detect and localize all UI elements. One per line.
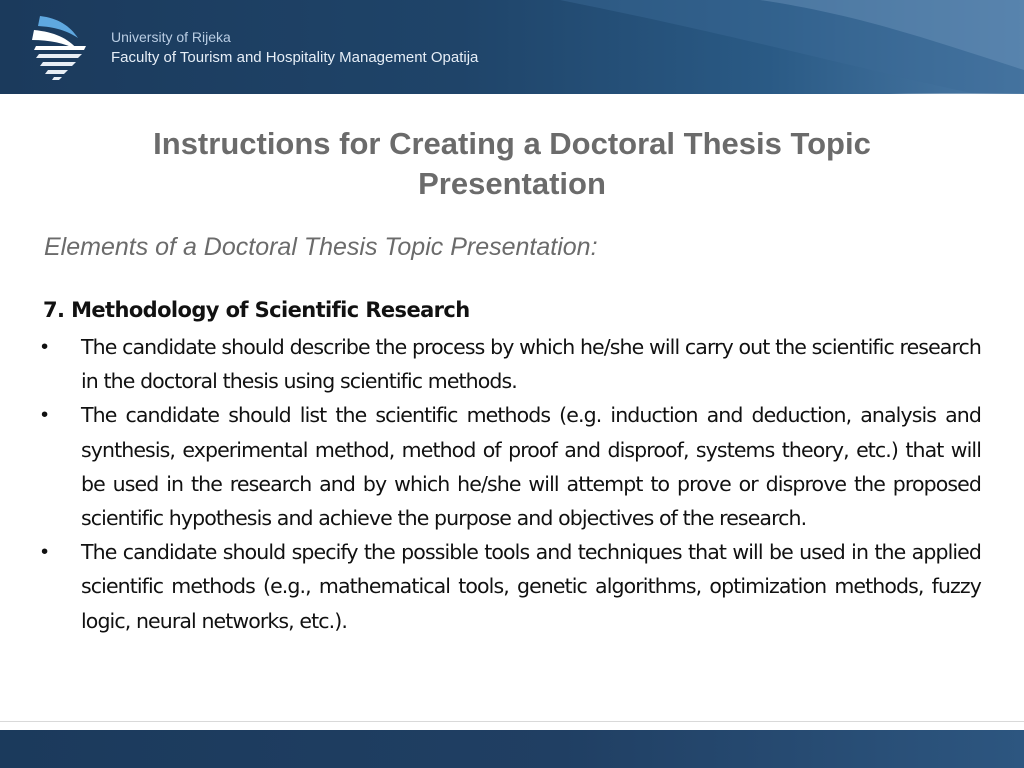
- bullet-text: The candidate should specify the possible tools and techniques that will be used in the applied scientific methods (e.g., mathematical tools, genetic algorithms, optimization methods, fuzzy logic, neural networks, etc.).: [81, 540, 981, 633]
- university-logo-icon: [30, 10, 92, 82]
- section-heading: 7. Methodology of Scientific Research: [43, 298, 470, 322]
- header-bar: [0, 0, 1024, 94]
- footer-divider: [0, 721, 1024, 722]
- slide-subtitle: Elements of a Doctoral Thesis Topic Presentation:: [44, 233, 598, 261]
- bullet-item: [40, 330, 981, 398]
- bullet-text: The candidate should list the scientific methods (e.g. induction and deduction, analysis and synthesis, experimental method, method of proof and disproof, systems theory, etc.) that will be used in the research and by which he/she will attempt to prove or disprove the proposed scientific hypothesis and achieve the purpose and objectives of the research.: [81, 403, 981, 531]
- bullet-icon: •: [41, 335, 49, 358]
- faculty-name: Faculty of Tourism and Hospitality Management Opatija: [111, 49, 479, 66]
- bullet-text: The candidate should describe the process by which he/she will carry out the scientific research in the doctoral thesis using scientific methods.: [81, 335, 981, 394]
- slide-title: Instructions for Creating a Doctoral Thesis Topic Presentation: [153, 126, 871, 201]
- bullet-item: [40, 398, 981, 535]
- header-swoosh-decoration: [0, 0, 1024, 94]
- bullet-icon: •: [41, 403, 49, 427]
- bullet-list: [40, 330, 981, 638]
- bullet-icon: •: [41, 540, 49, 564]
- bullet-item: [40, 535, 981, 638]
- footer-bar: [0, 730, 1024, 768]
- university-name: University of Rijeka: [111, 29, 231, 45]
